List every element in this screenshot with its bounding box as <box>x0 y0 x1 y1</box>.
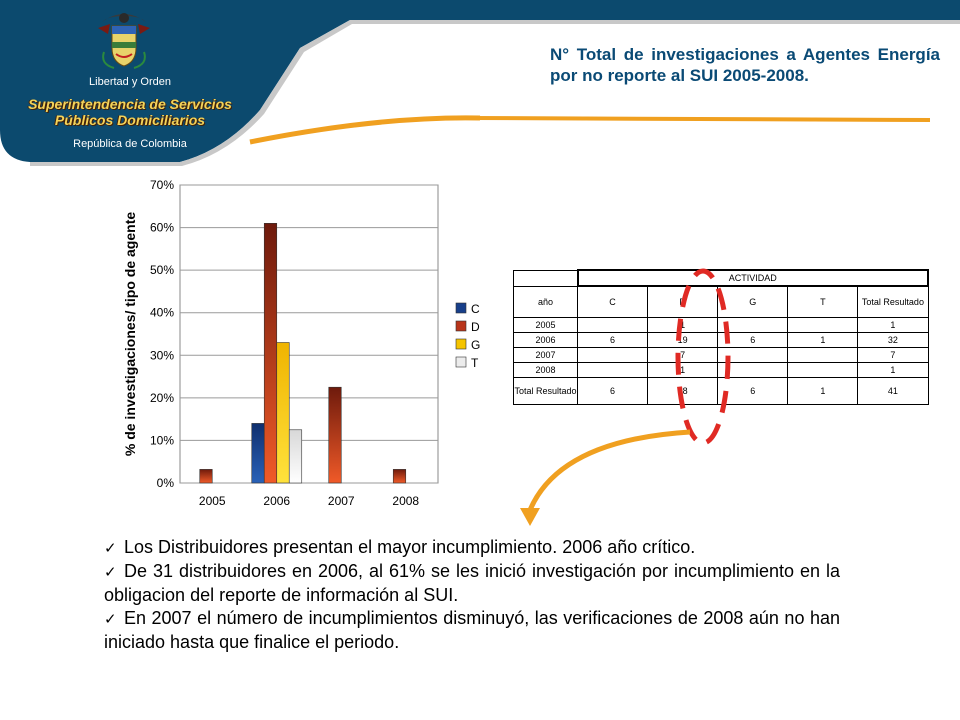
table-cell <box>578 363 648 378</box>
table-cell: 32 <box>858 333 928 348</box>
organization-name-line1: Superintendencia de Servicios <box>28 96 232 112</box>
legend-label: D <box>471 320 480 334</box>
table-cell <box>578 318 648 333</box>
table-cell <box>788 318 858 333</box>
y-tick-label: 50% <box>149 263 174 278</box>
y-tick-label: 30% <box>149 348 174 363</box>
table-cell: 1 <box>788 333 858 348</box>
table-row <box>514 363 929 378</box>
country-name: República de Colombia <box>73 138 187 150</box>
column-header: Total Resultado <box>858 286 928 318</box>
accent-arc <box>250 118 480 142</box>
table-total-cell: 6 <box>578 378 648 405</box>
table-row <box>514 333 929 348</box>
motto: Libertad y Orden <box>89 76 171 88</box>
bar-D-2006 <box>264 223 277 483</box>
table-cell: 7 <box>858 348 928 363</box>
table-body <box>514 318 929 405</box>
table-cell: 2008 <box>514 363 578 378</box>
table-cell: 1 <box>648 318 718 333</box>
organization-name <box>0 96 260 128</box>
column-header: C <box>578 286 648 318</box>
y-tick-label: 70% <box>149 178 174 192</box>
table-cell <box>718 348 788 363</box>
accent-underline <box>470 118 930 120</box>
table-cell <box>788 363 858 378</box>
x-tick-label: 2008 <box>392 494 420 508</box>
y-axis-label: % de investigaciones/ tipo de agente <box>122 211 138 457</box>
slide-title: N° Total de investigaciones a Agentes Energía por no reporte al SUI 2005-2008. <box>550 45 940 85</box>
legend-swatch <box>456 357 466 367</box>
organization-name-line2: Públicos Domiciliarios <box>54 112 206 128</box>
x-tick-label: 2005 <box>198 494 226 508</box>
table-row <box>514 318 929 333</box>
legend-label: G <box>471 338 481 352</box>
table-row <box>514 348 929 363</box>
table-cell: 7 <box>648 348 718 363</box>
table-cell <box>578 348 648 363</box>
table-cell: 19 <box>648 333 718 348</box>
checkmark-icon: ✓ <box>104 611 117 628</box>
table-total-cell: 6 <box>718 378 788 405</box>
y-tick-label: 0% <box>156 476 174 490</box>
coat-of-arms-icon <box>96 8 152 72</box>
y-tick-label: 60% <box>149 220 174 235</box>
table-total-cell: 28 <box>648 378 718 405</box>
checkmark-icon: ✓ <box>104 564 117 581</box>
bar-G-2006 <box>277 343 290 483</box>
column-header: año <box>514 286 578 318</box>
table-cell <box>718 318 788 333</box>
table-cell <box>788 348 858 363</box>
x-tick-label: 2006 <box>263 494 291 508</box>
table-cell <box>718 363 788 378</box>
table-cell: 6 <box>718 333 788 348</box>
bar-T-2006 <box>289 430 302 483</box>
legend-label: T <box>471 356 479 370</box>
table-total-row <box>514 378 929 405</box>
list-item <box>104 607 840 654</box>
y-tick-label: 40% <box>149 305 174 320</box>
legend-swatch <box>456 303 466 313</box>
y-tick-label: 20% <box>149 390 174 405</box>
table-total-cell: 41 <box>858 378 928 405</box>
bar-D-2007 <box>329 387 342 483</box>
table-cell: 1 <box>648 363 718 378</box>
bullet-text: En 2007 el número de incumplimientos disminuyó, las verificaciones de 2008 aún no han iniciado hasta que finalice el periodo. <box>104 608 840 652</box>
bar-D-2008 <box>393 469 406 483</box>
bar-chart <box>110 170 490 520</box>
table-total-cell: 1 <box>788 378 858 405</box>
table-cell: 1 <box>858 363 928 378</box>
bar-D-2005 <box>200 469 213 483</box>
table-cell: 2007 <box>514 348 578 363</box>
pointer-arrowhead-icon <box>520 508 540 526</box>
legend-swatch <box>456 321 466 331</box>
column-header: T <box>788 286 858 318</box>
list-item <box>104 536 840 560</box>
bar-C-2006 <box>252 423 265 483</box>
table-cell: 1 <box>858 318 928 333</box>
group-header: ACTIVIDAD <box>578 270 929 286</box>
list-item <box>104 560 840 607</box>
column-header: D <box>648 286 718 318</box>
bullet-text: De 31 distribuidores en 2006, al 61% se les inició investigación por incumplimiento en la obligacion del reporte de información al SUI. <box>104 561 840 605</box>
checkmark-icon: ✓ <box>104 540 117 557</box>
table-header-row <box>514 286 929 318</box>
activity-table <box>513 269 929 405</box>
findings-list <box>104 536 840 654</box>
y-tick-label: 10% <box>149 433 174 448</box>
legend-swatch <box>456 339 466 349</box>
organization-block <box>0 0 260 160</box>
table-cell: 2006 <box>514 333 578 348</box>
plot-area <box>180 185 438 483</box>
bullet-text: Los Distribuidores presentan el mayor incumplimiento. 2006 año crítico. <box>124 537 696 557</box>
table-corner <box>514 270 578 286</box>
x-tick-label: 2007 <box>327 494 355 508</box>
table-total-cell: Total Resultado <box>514 378 578 405</box>
column-header: G <box>718 286 788 318</box>
legend-label: C <box>471 302 480 316</box>
pointer-arrow-line <box>530 432 690 510</box>
table-cell: 6 <box>578 333 648 348</box>
table-cell: 2005 <box>514 318 578 333</box>
